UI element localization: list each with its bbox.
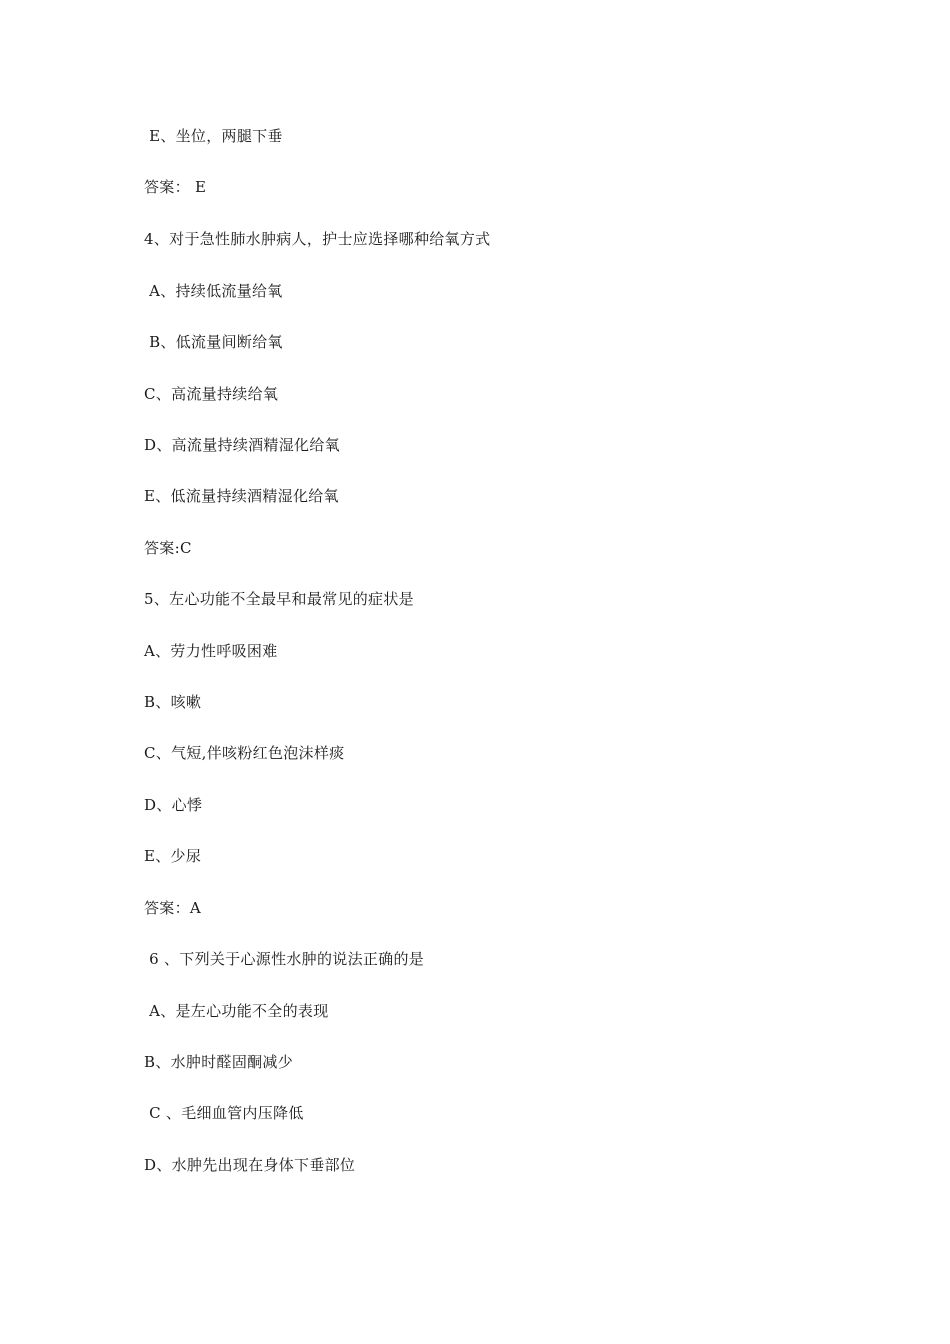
answer-q4: 答案:C: [144, 539, 192, 557]
answer-q5: 答案：A: [144, 899, 202, 917]
question-4: 4、对于急性肺水肿病人，护士应选择哪种给氧方式: [144, 230, 491, 248]
option-e-q4: E、低流量持续酒精湿化给氧: [144, 487, 339, 505]
option-c-q5: C、气短,伴咳粉红色泡沫样痰: [144, 744, 345, 762]
answer-q3: 答案： E: [144, 178, 207, 196]
option-d-q4: D、高流量持续酒精湿化给氧: [144, 436, 340, 454]
option-e-q3: E、坐位，两腿下垂: [144, 127, 283, 145]
question-5: 5、左心功能不全最早和最常见的症状是: [144, 590, 414, 608]
option-d-q6: D、水肿先出现在身体下垂部位: [144, 1156, 356, 1174]
question-6: 6 、下列关于心源性水肿的说法正确的是: [144, 950, 425, 968]
option-b-q6: B、水肿时醛固酮减少: [144, 1053, 294, 1071]
option-d-q5: D、心悸: [144, 796, 203, 814]
option-b-q5: B、咳嗽: [144, 693, 202, 711]
option-a-q4: A、持续低流量给氧: [144, 282, 283, 300]
option-c-q6: C 、毛细血管内压降低: [144, 1104, 304, 1122]
option-b-q4: B、低流量间断给氧: [144, 333, 283, 351]
option-a-q5: A、劳力性呼吸困难: [144, 642, 278, 660]
option-e-q5: E、少尿: [144, 847, 202, 865]
option-c-q4: C、高流量持续给氧: [144, 385, 279, 403]
option-a-q6: A、是左心功能不全的表现: [144, 1002, 329, 1020]
